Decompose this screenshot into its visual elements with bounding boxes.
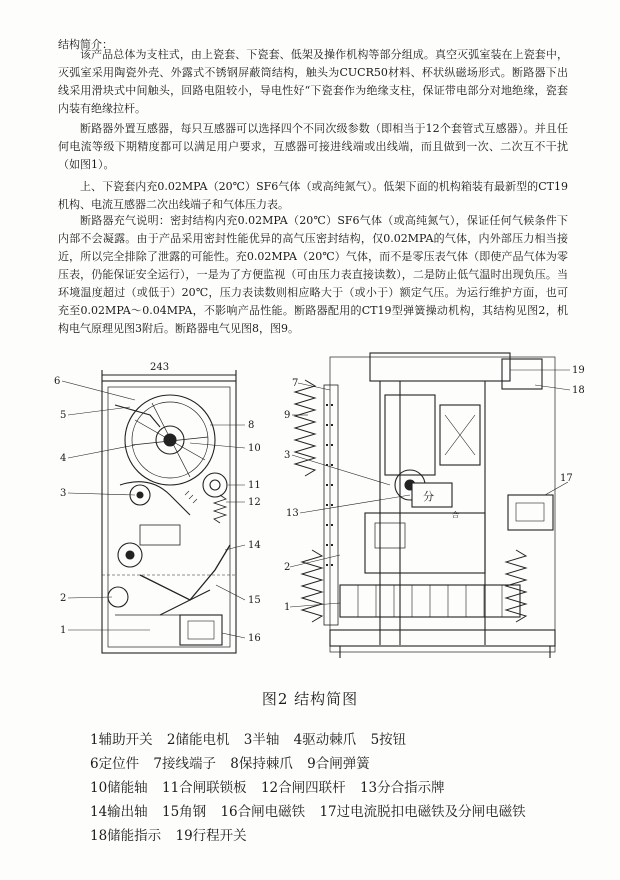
legend-item: 6定位件 xyxy=(90,756,140,772)
legend-item: 9合闸弹簧 xyxy=(307,756,370,772)
legend-item: 1辅助开关 xyxy=(90,732,153,748)
callout-label: 7 xyxy=(292,378,299,389)
legend-item: 10储能轴 xyxy=(90,780,148,796)
legend-item: 16合闸电磁铁 xyxy=(220,804,306,820)
callout-label: 19 xyxy=(572,365,585,376)
callout-label: 16 xyxy=(248,633,261,644)
callout-label: 2 xyxy=(284,562,291,573)
legend-item: 11合闸联锁板 xyxy=(161,780,247,796)
callout-label: 8 xyxy=(248,420,255,431)
callout-label: 13 xyxy=(286,508,299,519)
legend-item: 5按钮 xyxy=(370,732,407,748)
callout-label: 11 xyxy=(248,480,261,491)
legend-item: 12合闸四联杆 xyxy=(260,780,346,796)
legend-item: 18储能指示 xyxy=(90,828,162,844)
callout-label: 17 xyxy=(560,473,573,484)
indicator-tag-text: 合 xyxy=(452,511,459,519)
legend-row xyxy=(90,728,570,752)
callout-label: 2 xyxy=(60,593,67,604)
legend-item: 7接线端子 xyxy=(153,756,216,772)
paragraph-4: 断路器充气说明：密封结构内充0.02MPA（20℃）SF6气体（或高纯氮气），保证任何气候条件下内部不会凝露。由于产品采用密封性能优异的高气压密封结构，仅0.02MPA的气体，内外部压力相当接近，所以完全排除了泄露的可能性。充0.02MPA（20℃）气体，而不是零压表气体（即使产品气体为零压表，仍能保证安全运行），一是为了方便监视（可由压力表直接读数），二是防止低气温时出现负压。当环境温度超过（或低于）20℃，压力表读数则相应略大于（或小于）额定气压。为运行维护方面，也可充至0.02MPA～0.04MPA，不影响产品性能。断路器配用的CT19型弹簧操动机构，其结构见图2，机构电气原理见图3附后。断路器电气见图8，图9。 xyxy=(58,214,568,335)
legend-row xyxy=(90,752,570,776)
callout-label: 3 xyxy=(284,450,291,461)
callout-label: 5 xyxy=(60,410,67,421)
legend-item: 13分合指示牌 xyxy=(359,780,445,796)
callout-label: 9 xyxy=(284,410,291,421)
legend-item: 3半轴 xyxy=(243,732,280,748)
callout-label: 6 xyxy=(54,376,61,387)
callout-label: 10 xyxy=(248,443,261,454)
paragraph-3: 上、下瓷套内充0.02MPA（20℃）SF6气体（或高纯氮气）。低架下面的机构箱装有最新型的CT19机构、电流互感器二次出线端子和气体压力表。 xyxy=(58,180,568,211)
legend-item: 19行程开关 xyxy=(175,828,247,844)
legend-row xyxy=(90,824,570,848)
callout-label: 1 xyxy=(60,625,67,636)
indicator-plate-text: 分 xyxy=(423,490,434,503)
section-heading: 结构简介： xyxy=(58,38,113,51)
paragraph-1: 该产品总体为支柱式，由上瓷套、下瓷套、低架及操作机构等部分组成。真空灭弧室装在上瓷套中，灭弧室采用陶瓷外壳、外露式不锈钢屏蔽筒结构，触头为CUCR50材料、杯状纵磁场形式。断路器下出线采用滑块式中间触头，回路电阻较小，导电性好“下瓷套作为绝缘支柱，保证带电部分对地绝缘，瓷套内装有绝缘拉杆。 xyxy=(58,48,568,115)
legend-row xyxy=(90,776,570,800)
legend-item: 15角钢 xyxy=(161,804,207,820)
callout-label: 18 xyxy=(572,385,585,396)
legend-item: 2储能电机 xyxy=(166,732,230,748)
figure-caption: 图2 结构简图 xyxy=(261,690,359,708)
structure-diagram xyxy=(40,345,585,685)
callout-label: 3 xyxy=(60,488,67,499)
legend-item: 14输出轴 xyxy=(90,804,148,820)
legend-row xyxy=(90,800,570,824)
legend-item: 17过电流脱扣电磁铁及分闸电磁铁 xyxy=(319,804,526,820)
callout-label: 14 xyxy=(248,540,261,551)
callout-label: 12 xyxy=(248,497,261,508)
parts-legend xyxy=(90,728,570,848)
callout-label: 1 xyxy=(284,602,291,613)
paragraph-2: 断路器外置互感器，每只互感器可以选择四个不同次级参数（即相当于12个套管式互感器）。并且任何电流等级下期精度都可以满足用户要求，互感器可接进线端或出线端，而且做到一次、二次互不干扰（如图1）。 xyxy=(58,122,568,171)
legend-item: 4驱动棘爪 xyxy=(293,732,357,748)
legend-item: 8保持棘爪 xyxy=(230,756,293,772)
callout-label: 15 xyxy=(248,595,261,606)
dimension-label: 243 xyxy=(150,362,170,373)
callout-label: 4 xyxy=(60,453,67,464)
